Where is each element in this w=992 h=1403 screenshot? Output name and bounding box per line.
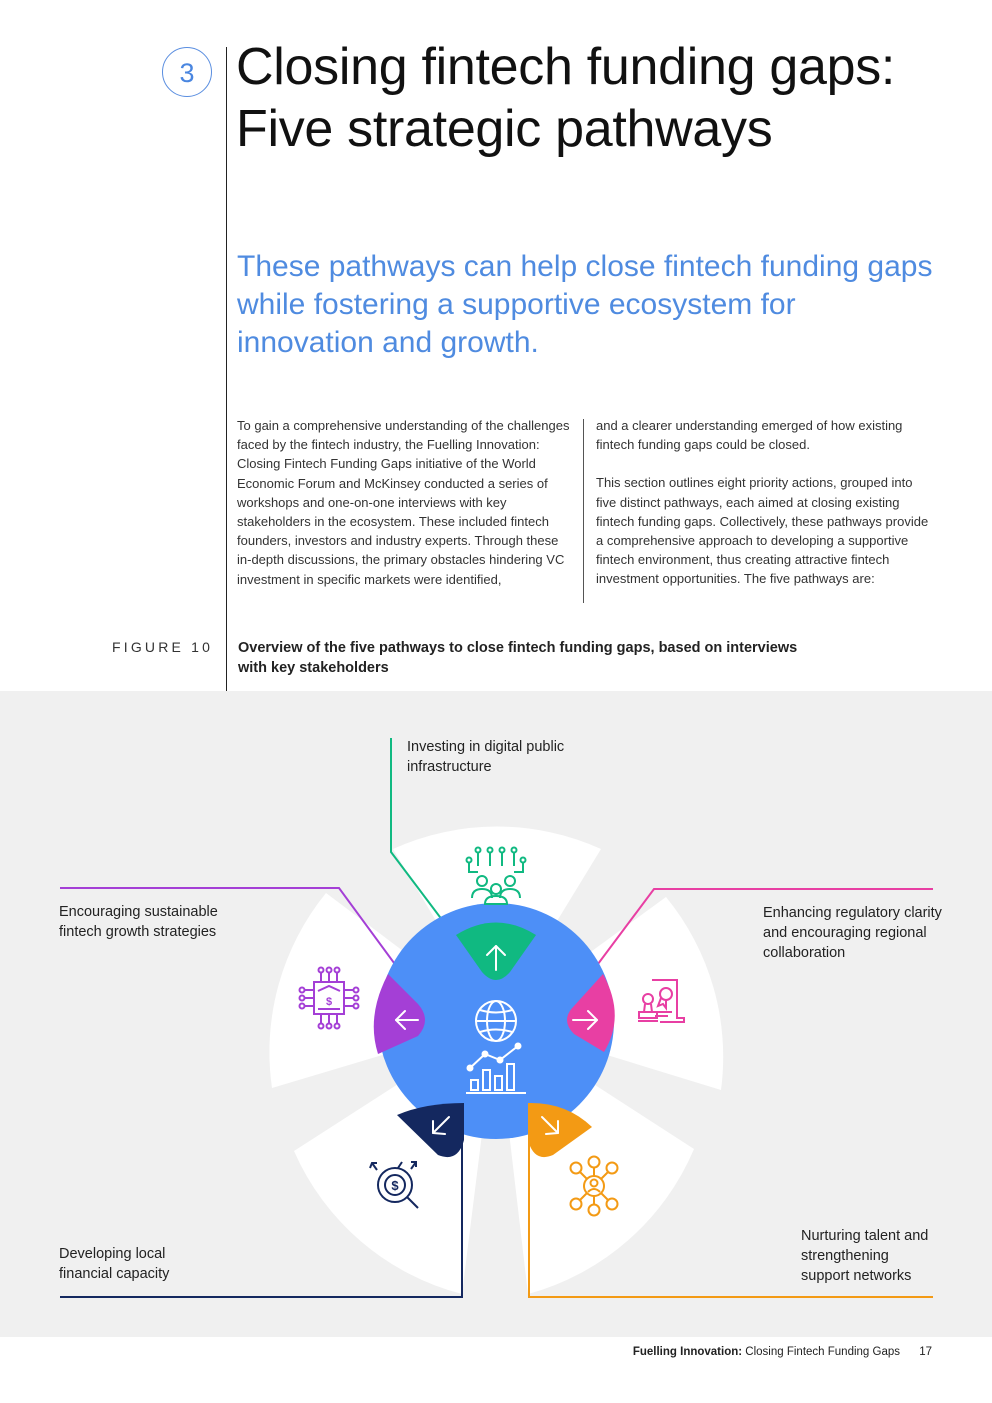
pathway-label-sustainable-growth: Encouraging sustainable fintech growth strategies <box>59 904 218 940</box>
body-column-2-paragraph-1: and a clearer understanding emerged of how existing fintech funding gaps could be closed. <box>596 418 903 453</box>
page-subtitle: These pathways can help close fintech funding gaps while fostering a supportive ecosystem for innovation and growth. <box>237 250 933 359</box>
svg-text:$: $ <box>325 996 333 1008</box>
figure-caption: Overview of the five pathways to close fintech funding gaps, based on interviews with key stakeholders <box>238 640 798 676</box>
footer-publication-title: Closing Fintech Funding Gaps <box>745 1346 900 1358</box>
chapter-number-badge: 3 <box>162 47 212 97</box>
figure-label: FIGURE 10 <box>112 639 214 655</box>
page-number: 17 <box>919 1346 932 1358</box>
pathway-label-talent-networks: Nurturing talent and strengthening support networks <box>801 1228 929 1284</box>
pathway-label-local-financial-capacity: Developing local financial capacity <box>59 1246 170 1282</box>
pathway-label-regulatory-clarity: Enhancing regulatory clarity and encouraging regional collaboration <box>763 905 942 961</box>
body-column-2-paragraph-2: This section outlines eight priority actions, grouped into five distinct pathways, each aimed at closing existing fintech funding gaps. Collectively, these pathways provide a comprehensive approach to developing a supportive fintech environment, thus creating attractive fintech investment opportunities. The five pathways are: <box>596 475 929 587</box>
footer-publication-bold: Fuelling Innovation: <box>632 1346 743 1358</box>
pathway-label-digital-infrastructure: Investing in digital public infrastructure <box>407 739 565 775</box>
body-column-1: To gain a comprehensive understanding of the challenges faced by the fintech industry, the Fuelling Innovation: Closing Fintech Funding Gaps initiative of the World Economic Forum and McKinsey conducted a series of workshops and one-on-one interviews with key stakeholders in the ecosystem. These included fintech founders, investors and industry experts. Through these in-depth discussions, the primary obstacles hindering VC investment in specific markets were identified, <box>237 418 570 587</box>
svg-text:$: $ <box>391 1178 399 1193</box>
page-title: Closing fintech funding gaps: Five strategic pathways <box>236 38 896 158</box>
page-footer <box>633 1346 932 1358</box>
